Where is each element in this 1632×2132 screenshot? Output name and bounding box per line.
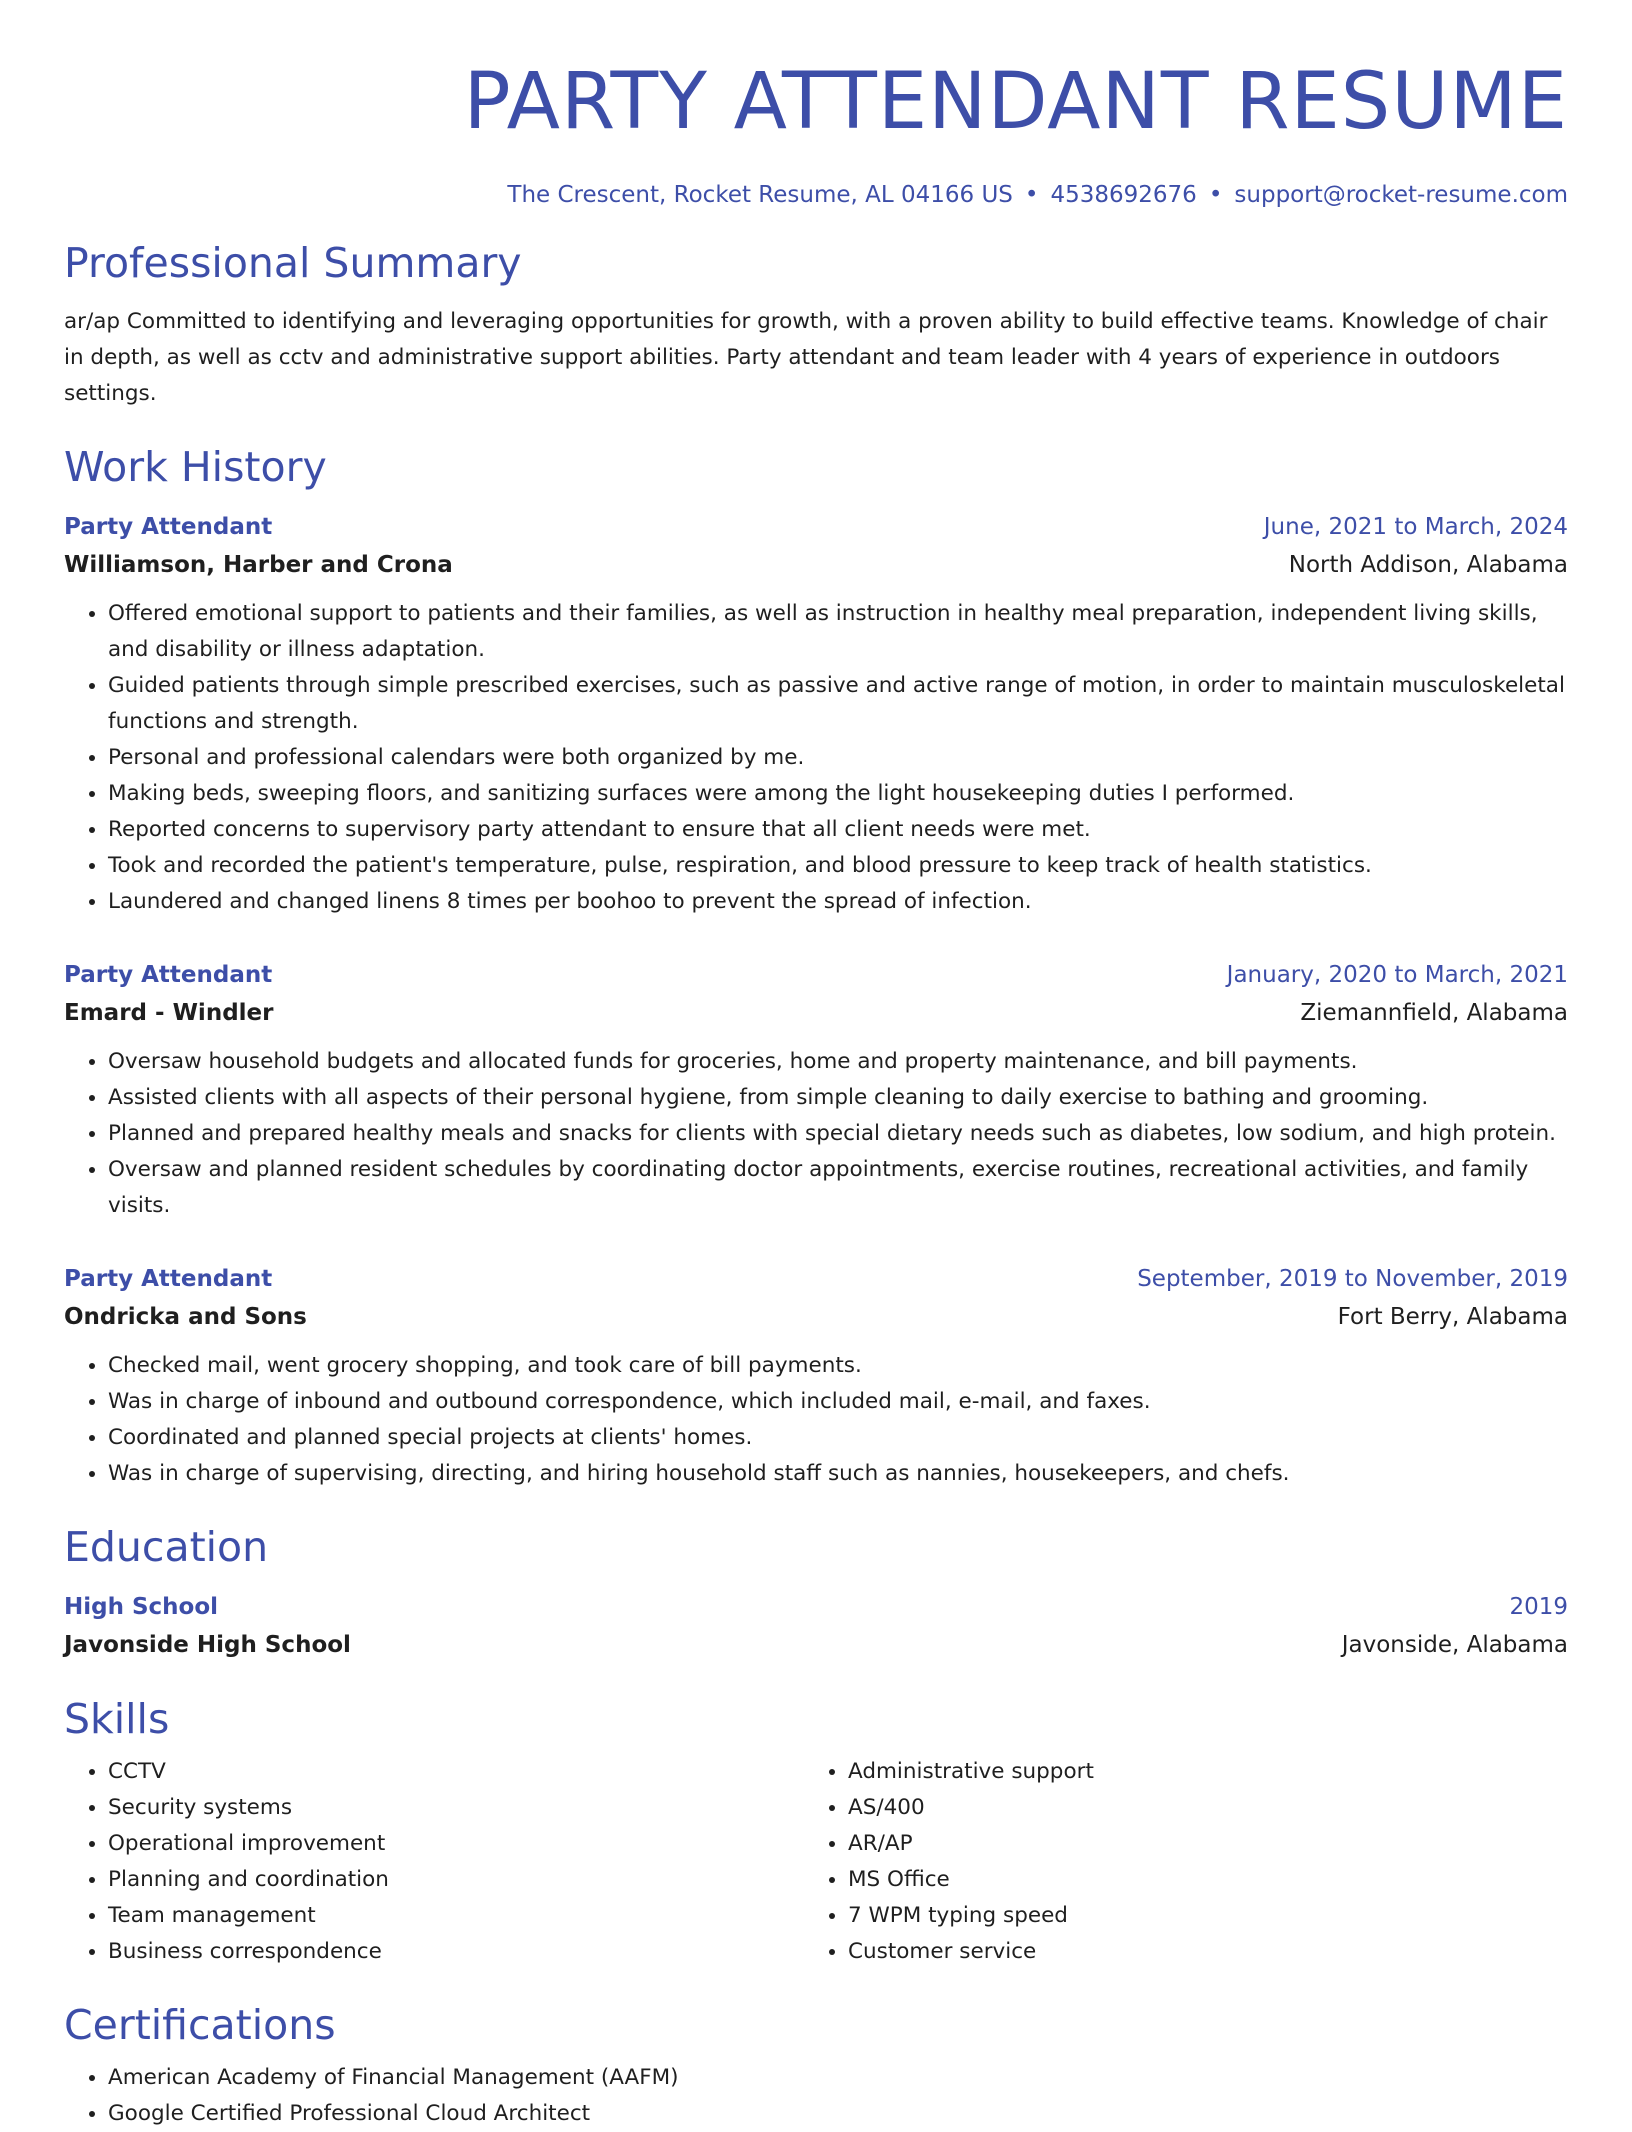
list-item: • Making beds, sweeping floors, and sanitizing surfaces were among the light housekeeping duties I performed. xyxy=(108,776,1568,812)
summary-section xyxy=(64,238,1568,412)
certifications-section xyxy=(64,2000,1568,2132)
skill-item: • Operational improvement xyxy=(108,1826,804,1862)
job-location: Fort Berry, Alabama xyxy=(1337,1304,1568,1330)
education-year: 2019 xyxy=(1509,1594,1568,1620)
list-item: • Coordinated and planned special projects at clients' homes. xyxy=(108,1420,1568,1456)
job-entry xyxy=(64,1260,1568,1492)
contact-separator: • xyxy=(1024,182,1039,208)
job-title: Party Attendant xyxy=(64,514,273,540)
job-entry xyxy=(64,508,1568,920)
list-item: • Assisted clients with all aspects of their personal hygiene, from simple cleaning to daily exercise to bathing and grooming. xyxy=(108,1080,1568,1116)
skill-item: • CCTV xyxy=(108,1754,804,1790)
resume-header xyxy=(64,56,1568,208)
job-title-row xyxy=(64,1260,1568,1298)
job-company: Williamson, Harber and Crona xyxy=(64,552,453,578)
skill-item: • Security systems xyxy=(108,1790,804,1826)
skills-list-left xyxy=(64,1754,804,1970)
education-heading: Education xyxy=(64,1523,269,1571)
job-title-row xyxy=(64,508,1568,546)
job-location: Ziemannfield, Alabama xyxy=(1300,1000,1568,1026)
work-history-heading: Work History xyxy=(64,443,327,491)
skill-item: • MS Office xyxy=(848,1862,1564,1898)
certification-item: • Google Certified Professional Cloud Architect xyxy=(108,2096,1568,2132)
certification-item: • American Academy of Financial Management (AAFM) xyxy=(108,2060,1568,2096)
contact-line xyxy=(64,182,1568,208)
resume-title: PARTY ATTENDANT RESUME xyxy=(463,57,1568,147)
certifications-list xyxy=(64,2060,1568,2132)
education-school-row xyxy=(64,1626,1568,1664)
list-item: • Reported concerns to supervisory party attendant to ensure that all client needs were met. xyxy=(108,812,1568,848)
job-company-row xyxy=(64,1298,1568,1336)
list-item: • Oversaw household budgets and allocated funds for groceries, home and property maintenance, and bill payments. xyxy=(108,1044,1568,1080)
list-item: • Laundered and changed linens 8 times per boohoo to prevent the spread of infection. xyxy=(108,884,1568,920)
education-entry xyxy=(64,1588,1568,1664)
summary-heading: Professional Summary xyxy=(64,239,522,287)
list-item: • Planned and prepared healthy meals and snacks for clients with special dietary needs such as diabetes, low sodium, and high protein. xyxy=(108,1116,1568,1152)
job-bullets xyxy=(64,1348,1568,1492)
list-item: • Guided patients through simple prescribed exercises, such as passive and active range of motion, in order to maintain musculoskeletal functions and strength. xyxy=(108,668,1568,740)
skills-grid xyxy=(64,1754,1568,1970)
work-history-section xyxy=(64,442,1568,1492)
skill-item: • Business correspondence xyxy=(108,1934,804,1970)
list-item: • Was in charge of supervising, directing, and hiring household staff such as nannies, housekeepers, and chefs. xyxy=(108,1456,1568,1492)
job-title: Party Attendant xyxy=(64,1266,273,1292)
skill-item: • AR/AP xyxy=(848,1826,1564,1862)
job-company-row xyxy=(64,994,1568,1032)
job-bullets xyxy=(64,596,1568,920)
skills-list-right xyxy=(804,1754,1564,1970)
education-degree: High School xyxy=(64,1594,219,1620)
contact-phone: 4538692676 xyxy=(1050,182,1197,208)
job-bullets xyxy=(64,1044,1568,1224)
education-school: Javonside High School xyxy=(64,1632,351,1658)
job-company: Emard - Windler xyxy=(64,1000,274,1026)
list-item: • Oversaw and planned resident schedules by coordinating doctor appointments, exercise routines, recreational activities, and family visits. xyxy=(108,1152,1568,1224)
skill-item: • Administrative support xyxy=(848,1754,1564,1790)
education-degree-row xyxy=(64,1588,1568,1626)
list-item: • Was in charge of inbound and outbound correspondence, which included mail, e-mail, and faxes. xyxy=(108,1384,1568,1420)
certifications-heading: Certifications xyxy=(64,2001,336,2049)
summary-text: ar/ap Committed to identifying and leveraging opportunities for growth, with a proven ability to build effective teams. Knowledge of chair in depth, as well as cctv and administrative support abilities. Party attendant and team leader with 4 years of experience in outdoors settings. xyxy=(64,309,1548,406)
list-item: • Personal and professional calendars were both organized by me. xyxy=(108,740,1568,776)
job-dates: January, 2020 to March, 2021 xyxy=(1226,962,1568,988)
job-location: North Addison, Alabama xyxy=(1288,552,1568,578)
education-section xyxy=(64,1522,1568,1664)
education-location: Javonside, Alabama xyxy=(1341,1632,1568,1658)
list-item: • Offered emotional support to patients and their families, as well as instruction in healthy meal preparation, independent living skills, and disability or illness adaptation. xyxy=(108,596,1568,668)
skill-item: • Customer service xyxy=(848,1934,1564,1970)
contact-email[interactable]: support@rocket-resume.com xyxy=(1234,182,1568,208)
list-item: • Took and recorded the patient's temperature, pulse, respiration, and blood pressure to keep track of health statistics. xyxy=(108,848,1568,884)
skill-item: • 7 WPM typing speed xyxy=(848,1898,1564,1934)
job-entry xyxy=(64,956,1568,1224)
job-company: Ondricka and Sons xyxy=(64,1304,307,1330)
job-title-row xyxy=(64,956,1568,994)
skill-item: • Planning and coordination xyxy=(108,1862,804,1898)
skill-item: • Team management xyxy=(108,1898,804,1934)
job-company-row xyxy=(64,546,1568,584)
skills-heading: Skills xyxy=(64,1695,170,1743)
job-title: Party Attendant xyxy=(64,962,273,988)
skill-item: • AS/400 xyxy=(848,1790,1564,1826)
job-dates: September, 2019 to November, 2019 xyxy=(1137,1266,1568,1292)
contact-separator: • xyxy=(1208,182,1223,208)
job-dates: June, 2021 to March, 2024 xyxy=(1263,514,1568,540)
contact-address: The Crescent, Rocket Resume, AL 04166 US xyxy=(507,182,1013,208)
skills-section xyxy=(64,1694,1568,1970)
list-item: • Checked mail, went grocery shopping, and took care of bill payments. xyxy=(108,1348,1568,1384)
